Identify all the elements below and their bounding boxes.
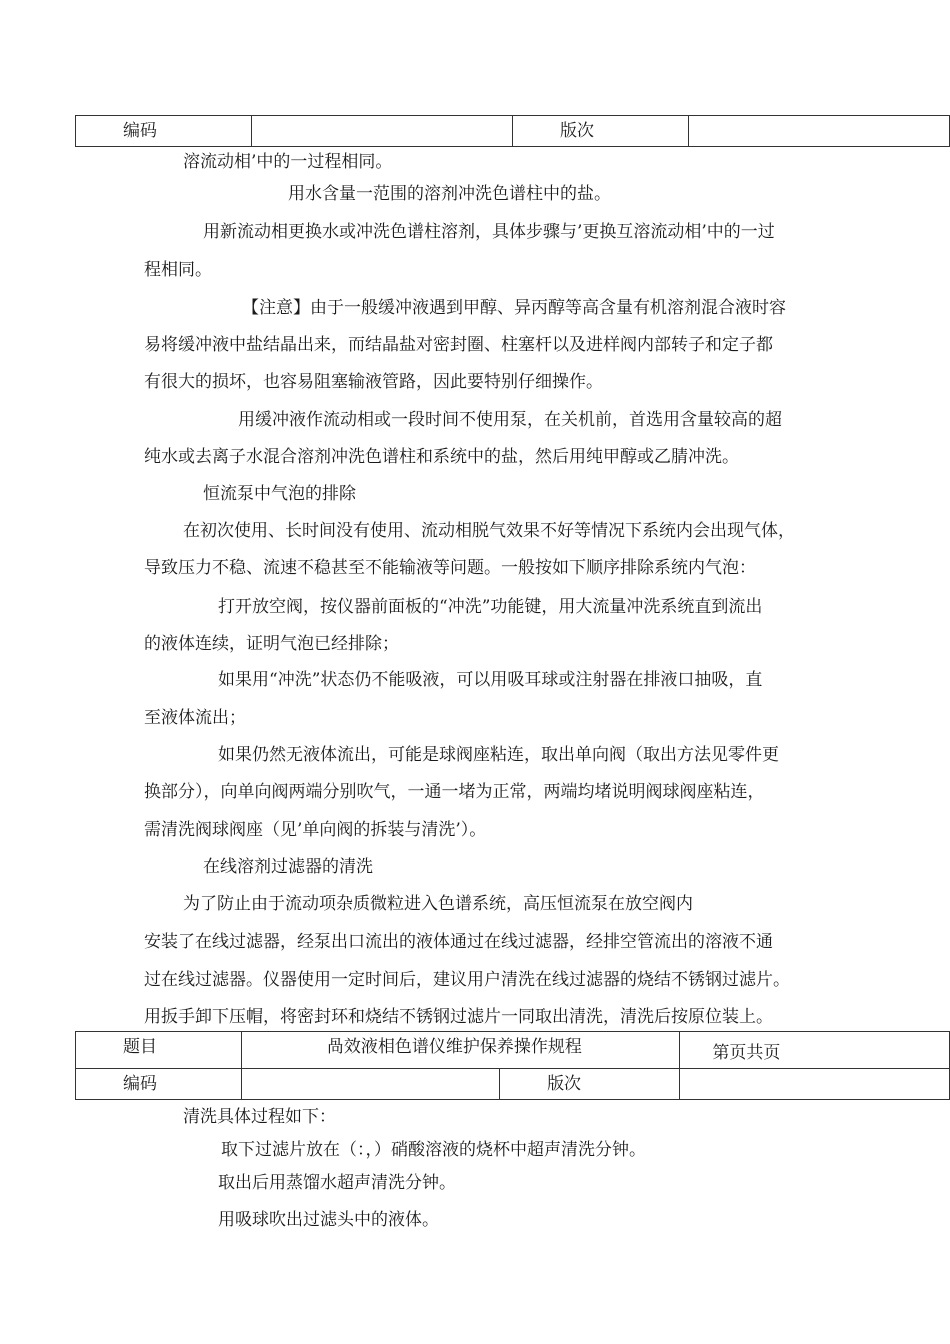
text-line: 在初次使用、长时间没有使用、流动相脱气效果不好等情况下系统内会出现气体， <box>183 521 795 541</box>
text-line: 需清洗阀球阀座（见’单向阀的拆装与清洗’）。 <box>144 820 487 840</box>
text-line: 换部分），向单向阀两端分别吹气，一通一堵为正常，两端均堵说明阀球阀座粘连， <box>144 782 765 802</box>
text-line: 安装了在线过滤器，经泵出口流出的液体通过在线过滤器，经排空管流出的溶液不通 <box>144 932 773 952</box>
text-line: 程相同。 <box>144 260 212 280</box>
section-heading: 在线溶剂过滤器的清洗 <box>203 857 373 877</box>
text-line: 的液体连续，证明气泡已经排除； <box>144 634 399 654</box>
text-line: 用新流动相更换水或冲洗色谱柱溶剂，具体步骤与’更换互溶流动相’中的一过 <box>203 222 775 242</box>
text-line: 清洗具体过程如下： <box>183 1107 336 1127</box>
text-line: 如果用“冲洗”状态仍不能吸液，可以用吸耳球或注射器在排液口抽吸，直 <box>218 670 763 690</box>
code-value <box>241 1069 499 1100</box>
version-label: 版次 <box>512 116 688 147</box>
header-table-top <box>75 115 950 147</box>
version-label: 版次 <box>500 1069 680 1100</box>
text-line: 打开放空阀，按仪器前面板的“冲洗”功能键，用大流量冲洗系统直到流出 <box>218 597 763 617</box>
header-table-mid <box>75 1031 950 1100</box>
note-line: 【注意】由于一般缓冲液遇到甲醇、异丙醇等高含量有机溶剂混合液时容 <box>242 298 786 318</box>
text-line: 溶流动相’中的一过程相同。 <box>183 152 393 172</box>
text-line: 取下过滤片放在（：，）硝酸溶液的烧杯中超声清洗分钟。 <box>221 1140 646 1160</box>
text-line: 如果仍然无液体流出，可能是球阀座粘连，取出单向阀（取出方法见零件更 <box>218 745 779 765</box>
code-value <box>252 116 513 147</box>
text-line: 纯水或去离子水混合溶剂冲洗色谱柱和系统中的盐，然后用纯甲醇或乙腈冲洗。 <box>144 447 739 467</box>
title-value: 咼效液相色谱仪维护保养操作规程 <box>241 1032 680 1069</box>
text-line: 取出后用蒸馏水超声清洗分钟。 <box>218 1173 456 1193</box>
text-line: 至液体流出； <box>144 708 246 728</box>
text-line: 易将缓冲液中盐结晶出来，而结晶盐对密封圈、柱塞杆以及进样阀内部转子和定子都 <box>144 335 773 355</box>
text-line: 为了防止由于流动项杂质微粒进入色谱系统，高压恒流泵在放空阀内 <box>183 894 693 914</box>
page-info: 第页共页 <box>680 1032 950 1069</box>
text-line: 用吸球吹出过滤头中的液体。 <box>218 1210 439 1230</box>
code-label: 编码 <box>76 1069 242 1100</box>
text-line: 用扳手卸下压帽，将密封环和烧结不锈钢过滤片一同取出清洗，清洗后按原位装上。 <box>144 1007 773 1027</box>
section-heading: 恒流泵中气泡的排除 <box>203 484 356 504</box>
text-line: 用水含量一范围的溶剂冲洗色谱柱中的盐。 <box>288 184 611 204</box>
title-label: 题目 <box>76 1032 242 1069</box>
code-label: 编码 <box>76 116 252 147</box>
version-value <box>680 1069 950 1100</box>
text-line: 用缓冲液作流动相或一段时间不使用泵，在关机前，首选用含量较高的超 <box>238 410 782 430</box>
text-line: 过在线过滤器。仪器使用一定时间后，建议用户清洗在线过滤器的烧结不锈钢过滤片。 <box>144 970 790 990</box>
text-line: 导致压力不稳、流速不稳甚至不能输液等问题。一般按如下顺序排除系统内气泡： <box>144 558 756 578</box>
text-line: 有很大的损坏，也容易阻塞输液管路，因此要特别仔细操作。 <box>144 372 603 392</box>
version-value <box>689 116 950 147</box>
